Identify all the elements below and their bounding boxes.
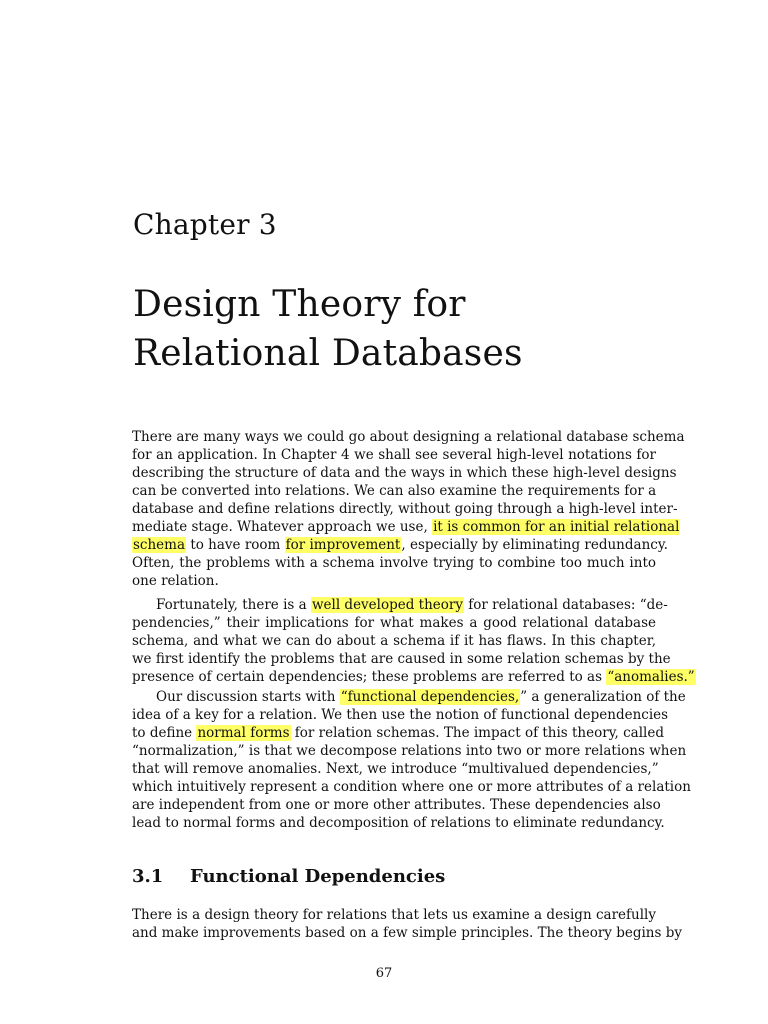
text-line <box>132 518 680 536</box>
text-line: can be converted into relations. We can also examine the requirements for a <box>132 483 657 499</box>
text-run: mediate stage. Whatever approach we use, <box>132 519 433 535</box>
section-number: 3.1 <box>132 866 164 887</box>
text-line: and make improvements based on a few simple principles. The theory begins by <box>132 925 682 941</box>
text-line: “normalization,” is that we decompose relations into two or more relations when <box>132 743 687 759</box>
intro-paragraph-1 <box>132 428 685 590</box>
text-line <box>132 668 695 686</box>
text-line: schema, and what we can do about a schema if it has flaws. In this chapter, <box>132 633 656 649</box>
text-line: that will remove anomalies. Next, we introduce “multivalued dependencies,” <box>132 761 659 777</box>
text-line: pendencies,” their implications for what makes a good relational database <box>132 615 656 631</box>
highlight: “functional dependencies, <box>340 689 520 705</box>
text-line: Often, the problems with a schema involve trying to combine too much into <box>132 555 656 571</box>
chapter-title-line: Relational Databases <box>133 333 523 374</box>
chapter-label: Chapter 3 <box>133 208 277 241</box>
text-line: idea of a key for a relation. We then use the notion of functional dependencies <box>132 707 669 723</box>
text-line: database and define relations directly, without going through a high-level inter- <box>132 501 678 517</box>
text-line: describing the structure of data and the ways in which these high-level designs <box>132 465 677 481</box>
text-line <box>132 724 664 742</box>
chapter-title-line: Design Theory for <box>133 284 466 325</box>
text-run: Fortunately, there is a <box>156 597 311 613</box>
text-line: for an application. In Chapter 4 we shall see several high-level notations for <box>132 447 656 463</box>
chapter-title <box>133 280 523 378</box>
highlight: “anomalies.” <box>607 669 695 685</box>
text-run: to have room <box>186 537 285 553</box>
text-line: which intuitively represent a condition where one or more attributes of a relation <box>132 779 691 795</box>
section-heading <box>132 866 445 887</box>
highlight: schema <box>133 537 186 553</box>
text-run: for relational databases: “de- <box>464 597 668 613</box>
text-line <box>132 536 668 554</box>
text-run: for relation schemas. The impact of this theory, called <box>290 725 664 741</box>
text-run: Our discussion starts with <box>156 689 340 705</box>
intro-paragraph-3 <box>132 688 691 832</box>
highlight: well developed theory <box>311 597 463 613</box>
text-line <box>132 596 668 614</box>
text-line: we first identify the problems that are caused in some relation schemas by the <box>132 651 671 667</box>
text-line: There is a design theory for relations that lets us examine a design carefully <box>132 907 656 923</box>
intro-paragraph-2 <box>132 596 695 686</box>
text-run: , especially by eliminating redundancy. <box>401 537 668 553</box>
text-run: ” a generalization of the <box>520 689 686 705</box>
text-run: to define <box>132 725 197 741</box>
text-line: are independent from one or more other attributes. These dependencies also <box>132 797 661 813</box>
text-line: lead to normal forms and decomposition of relations to eliminate redundancy. <box>132 815 665 831</box>
page-number: 67 <box>375 966 393 981</box>
highlight: normal forms <box>197 725 290 741</box>
text-line: one relation. <box>132 573 219 589</box>
highlight: for improvement <box>285 537 401 553</box>
highlight: it is common for an initial relational <box>433 519 680 535</box>
section-paragraph <box>132 906 682 942</box>
text-line: There are many ways we could go about designing a relational database schema <box>132 429 685 445</box>
section-title: Functional Dependencies <box>190 866 446 887</box>
text-run: presence of certain dependencies; these problems are referred to as <box>132 669 607 685</box>
text-line <box>132 688 686 706</box>
